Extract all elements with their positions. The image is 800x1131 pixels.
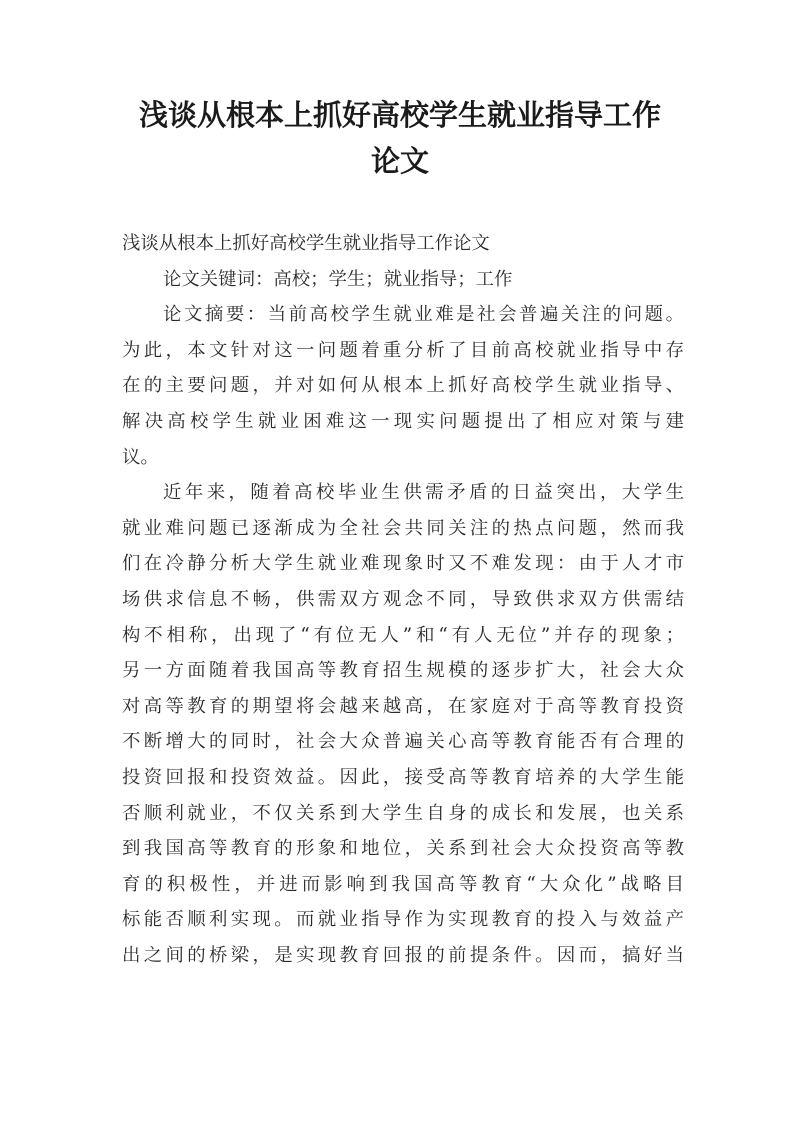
paragraph-line: 标能否顺利实现。而就业指导作为实现教育的投入与效益产 xyxy=(122,909,684,931)
paragraph-line: 构不相称，出现了“有位无人”和“有人无位”并存的现象； xyxy=(122,624,684,646)
title-line-2: 论文 xyxy=(370,144,429,178)
paragraph-line: 投资回报和投资效益。因此，接受高等教育培养的大学生能 xyxy=(122,766,684,788)
paragraph-line: 就业难问题已逐渐成为全社会共同关注的热点问题，然而我 xyxy=(122,517,684,539)
paragraph-line: 不断增大的同时，社会大众普遍关心高等教育能否有合理的 xyxy=(122,731,684,753)
subtitle-line: 浅谈从根本上抓好高校学生就业指导工作论文 xyxy=(122,233,490,254)
paragraph-line: 否顺利就业，不仅关系到大学生自身的成长和发展，也关系 xyxy=(122,802,684,824)
paragraph-line: 近年来，随着高校毕业生供需矛盾的日益突出，大学生 xyxy=(163,482,684,504)
abstract-line: 议。 xyxy=(122,446,159,468)
abstract-line: 解决高校学生就业困难这一现实问题提出了相应对策与建 xyxy=(122,410,684,432)
paragraph-line: 到我国高等教育的形象和地位，关系到社会大众投资高等教 xyxy=(122,838,684,860)
paragraph-line: 育的积极性，并进而影响到我国高等教育“大众化”战略目 xyxy=(122,873,684,895)
document-body xyxy=(122,226,684,973)
abstract-line: 在的主要问题，并对如何从根本上抓好高校学生就业指导、 xyxy=(122,375,684,397)
paragraph-line: 场供求信息不畅，供需双方观念不同，导致供求双方供需结 xyxy=(122,588,684,610)
keywords-line: 论文关键词：高校；学生；就业指导；工作 xyxy=(163,268,513,290)
paragraph-line: 另一方面随着我国高等教育招生规模的逐步扩大，社会大众 xyxy=(122,660,684,682)
title-line-1: 浅谈从根本上抓好高校学生就业指导工作 xyxy=(138,98,661,132)
paragraph-line: 对高等教育的期望将会越来越高，在家庭对于高等教育投资 xyxy=(122,695,684,717)
abstract-line: 论文摘要：当前高校学生就业难是社会普遍关注的问题。 xyxy=(163,304,684,326)
document-title xyxy=(0,92,800,184)
abstract-line: 为此，本文针对这一问题着重分析了目前高校就业指导中存 xyxy=(122,339,684,361)
paragraph-line: 出之间的桥梁，是实现教育回报的前提条件。因而，搞好当 xyxy=(122,944,684,966)
paragraph-line: 们在冷静分析大学生就业难现象时又不难发现：由于人才市 xyxy=(122,553,684,575)
